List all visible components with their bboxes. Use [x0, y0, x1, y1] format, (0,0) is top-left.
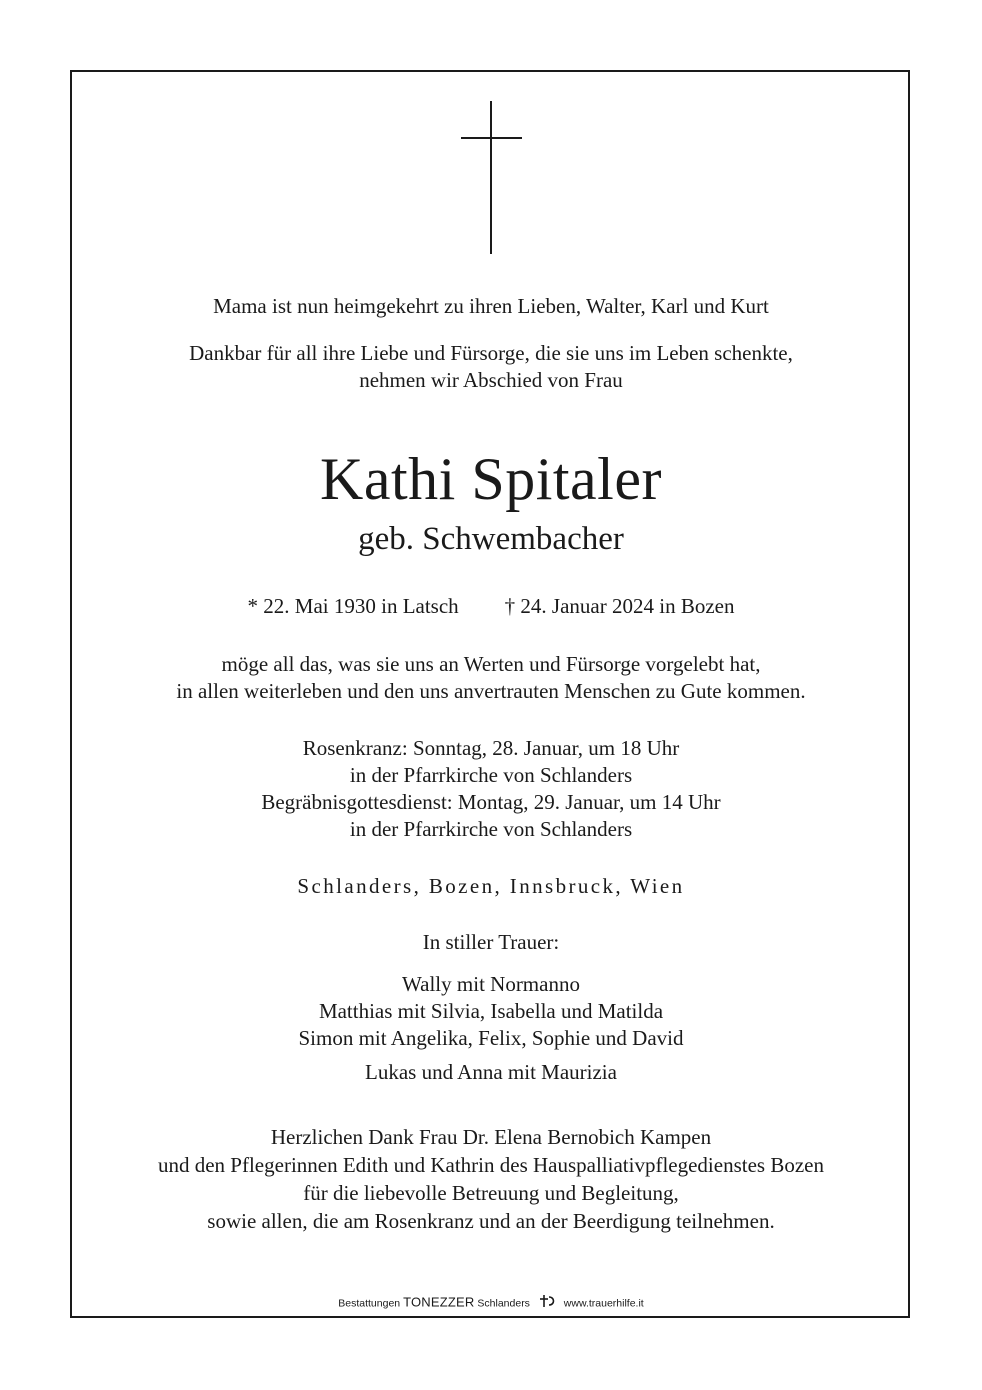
- mourner-name: Wally mit Normanno: [402, 972, 580, 996]
- death-date: † 24. Januar 2024 in Bozen: [504, 594, 735, 618]
- footer-location: Schlanders: [477, 1297, 530, 1310]
- intro-line-3: nehmen wir Abschied von Frau: [359, 368, 623, 392]
- mourner-name: Matthias mit Silvia, Isabella und Matilda: [318, 999, 664, 1023]
- footer: [70, 1294, 912, 1313]
- birth-date: * 22. Mai 1930 in Latsch: [247, 594, 459, 618]
- funeral-time: Begräbnisgottesdienst: Montag, 29. Januar, um 14 Uhr: [261, 790, 721, 814]
- thanks-line-1: Herzlichen Dank Frau Dr. Elena Bernobich Kampen: [270, 1125, 712, 1149]
- deceased-name: Kathi Spitaler: [320, 446, 662, 512]
- wish-line-1: möge all das, was sie uns an Werten und Fürsorge vorgelebt hat,: [221, 652, 761, 676]
- mourner-name: Lukas und Anna mit Maurizia: [365, 1060, 617, 1084]
- life-dates: [70, 592, 912, 620]
- mourners-heading: In stiller Trauer:: [422, 930, 560, 954]
- intro-line-1: Mama ist nun heimgekehrt zu ihren Lieben, Walter, Karl und Kurt: [213, 294, 769, 318]
- footer-website[interactable]: www.trauerhilfe.it: [563, 1297, 644, 1310]
- wish-line-2: in allen weiterleben und den uns anvertrauten Menschen zu Gute kommen.: [176, 679, 806, 703]
- mourner-name: Simon mit Angelika, Felix, Sophie und David: [298, 1026, 684, 1050]
- trauerhilfe-logo-icon: [539, 1294, 557, 1313]
- rosary-place: in der Pfarrkirche von Schlanders: [349, 763, 633, 787]
- rosary-time: Rosenkranz: Sonntag, 28. Januar, um 18 Uhr: [302, 736, 680, 760]
- funeral-place: in der Pfarrkirche von Schlanders: [349, 817, 633, 841]
- thanks-line-2: und den Pflegerinnen Edith und Kathrin des Hauspalliativpflegedienstes Bozen: [157, 1153, 824, 1177]
- funeral-home-brand: TONEZZER: [403, 1294, 475, 1310]
- thanks-line-4: sowie allen, die am Rosenkranz und an der Beerdigung teilnehmen.: [207, 1209, 775, 1233]
- family-places: Schlanders, Bozen, Innsbruck, Wien: [297, 874, 685, 898]
- footer-prefix: Bestattungen: [338, 1297, 401, 1310]
- intro-line-2: Dankbar für all ihre Liebe und Fürsorge, die sie uns im Leben schenkte,: [189, 341, 793, 365]
- thanks-line-3: für die liebevolle Betreuung und Begleitung,: [303, 1181, 679, 1205]
- maiden-name: geb. Schwembacher: [358, 521, 624, 557]
